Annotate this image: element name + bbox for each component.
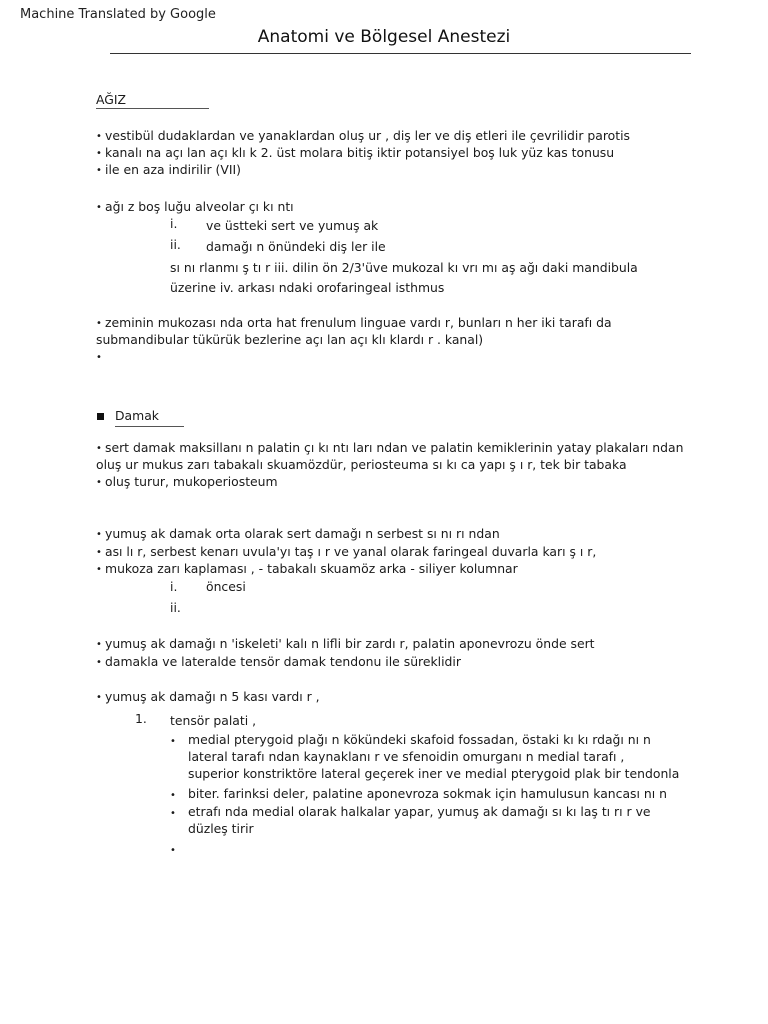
bullet: • bbox=[96, 202, 102, 213]
text-line: yumuş ak damağı n 'iskeleti' kalı n lifli bir zardı r, palatin aponevrozu önde sert bbox=[105, 636, 595, 651]
text-line: vestibül dudaklardan ve yanaklardan oluş ur , diş ler ve diş etleri ile çevrilidir parotis bbox=[105, 128, 630, 143]
bullet: • bbox=[96, 148, 102, 159]
section-heading-agiz: AĞIZ bbox=[96, 92, 127, 107]
text-line: düzleş tirir bbox=[188, 821, 254, 836]
bullet: • bbox=[96, 547, 102, 558]
bullet: • bbox=[96, 165, 102, 176]
list-marker: i. bbox=[170, 579, 178, 594]
list-marker: i. bbox=[170, 216, 178, 231]
text-line: superior konstriktöre lateral geçerek iner ve medial pterygoid plak bir tendonla bbox=[188, 766, 680, 781]
section-square-bullet bbox=[97, 413, 104, 420]
text-line: yumuş ak damak orta olarak sert damağı n serbest sı nı rı ndan bbox=[105, 526, 500, 541]
bullet: • bbox=[96, 639, 102, 650]
bullet: • bbox=[96, 131, 102, 142]
text-line: ile en aza indirilir (VII) bbox=[105, 162, 242, 177]
list-marker: ii. bbox=[170, 600, 181, 615]
section-underline-damak bbox=[115, 426, 184, 427]
bullet: • bbox=[96, 443, 102, 454]
bullet: • bbox=[96, 564, 102, 575]
text-line: zeminin mukozası nda orta hat frenulum linguae vardı r, bunları n her iki tarafı da bbox=[105, 315, 612, 330]
text-line: ağı z boş luğu alveolar çı kı ntı bbox=[105, 199, 294, 214]
text-line: oluş turur, mukoperiosteum bbox=[105, 474, 278, 489]
text-line: lateral tarafı ndan kaynaklanı r ve sfenoidin omurganı n medial tarafı , bbox=[188, 749, 625, 764]
text-line: mukoza zarı kaplaması , - tabakalı skuamöz arka - siliyer kolumnar bbox=[105, 561, 518, 576]
text-line: sert damak maksillanı n palatin çı kı ntı ları ndan ve palatin kemiklerinin yatay plakaları ndan bbox=[105, 440, 684, 455]
section-heading-damak: Damak bbox=[115, 408, 159, 423]
bullet: • bbox=[96, 352, 102, 363]
text-line: medial pterygoid plağı n kökündeki skafoid fossadan, östaki kı kı rdağı nı n bbox=[188, 732, 651, 747]
bullet: • bbox=[96, 692, 102, 703]
list-marker: ii. bbox=[170, 237, 181, 252]
list-marker: 1. bbox=[135, 711, 147, 726]
bullet: • bbox=[96, 318, 102, 329]
text-line: etrafı nda medial olarak halkalar yapar, yumuş ak damağı sı kı laş tı rı r ve bbox=[188, 804, 651, 819]
text-line: damağı n önündeki diş ler ile bbox=[206, 239, 386, 254]
document-title: Anatomi ve Bölgesel Anestezi bbox=[257, 27, 511, 47]
text-line: üzerine iv. arkası ndaki orofaringeal isthmus bbox=[170, 280, 445, 295]
text-line: submandibular tükürük bezlerine açı lan açı klı klardı r . kanal) bbox=[96, 332, 484, 347]
bullet: • bbox=[170, 736, 176, 747]
text-line: öncesi bbox=[206, 579, 246, 594]
bullet: • bbox=[96, 477, 102, 488]
text-line: kanalı na açı lan açı klı k 2. üst molara bitiş iktir potansiyel boş luk yüz kas tonusu bbox=[105, 145, 615, 160]
bullet: • bbox=[96, 529, 102, 540]
bullet: • bbox=[170, 845, 176, 856]
text-line: biter. farinksi deler, palatine aponevroza sokmak için hamulusun kancası nı n bbox=[188, 786, 667, 801]
text-line: damakla ve lateralde tensör damak tendonu ile süreklidir bbox=[105, 654, 461, 669]
bullet: • bbox=[170, 790, 176, 801]
section-underline-agiz bbox=[96, 108, 209, 109]
text-line: ve üstteki sert ve yumuş ak bbox=[206, 218, 379, 233]
bullet: • bbox=[170, 808, 176, 819]
title-underline bbox=[110, 53, 691, 54]
text-line: tensör palati , bbox=[170, 713, 257, 728]
machine-translation-banner: Machine Translated by Google bbox=[20, 7, 216, 22]
text-line: sı nı rlanmı ş tı r iii. dilin ön 2/3'üve mukozal kı vrı mı aş ağı daki mandibula bbox=[170, 260, 638, 275]
text-line: yumuş ak damağı n 5 kası vardı r , bbox=[105, 689, 320, 704]
text-line: oluş ur mukus zarı tabakalı skuamözdür, periosteuma sı kı ca yapı ş ı r, tek bir tabaka bbox=[96, 457, 627, 472]
bullet: • bbox=[96, 657, 102, 668]
text-line: ası lı r, serbest kenarı uvula'yı taş ı r ve yanal olarak faringeal duvarla karı ş ı r, bbox=[105, 544, 597, 559]
